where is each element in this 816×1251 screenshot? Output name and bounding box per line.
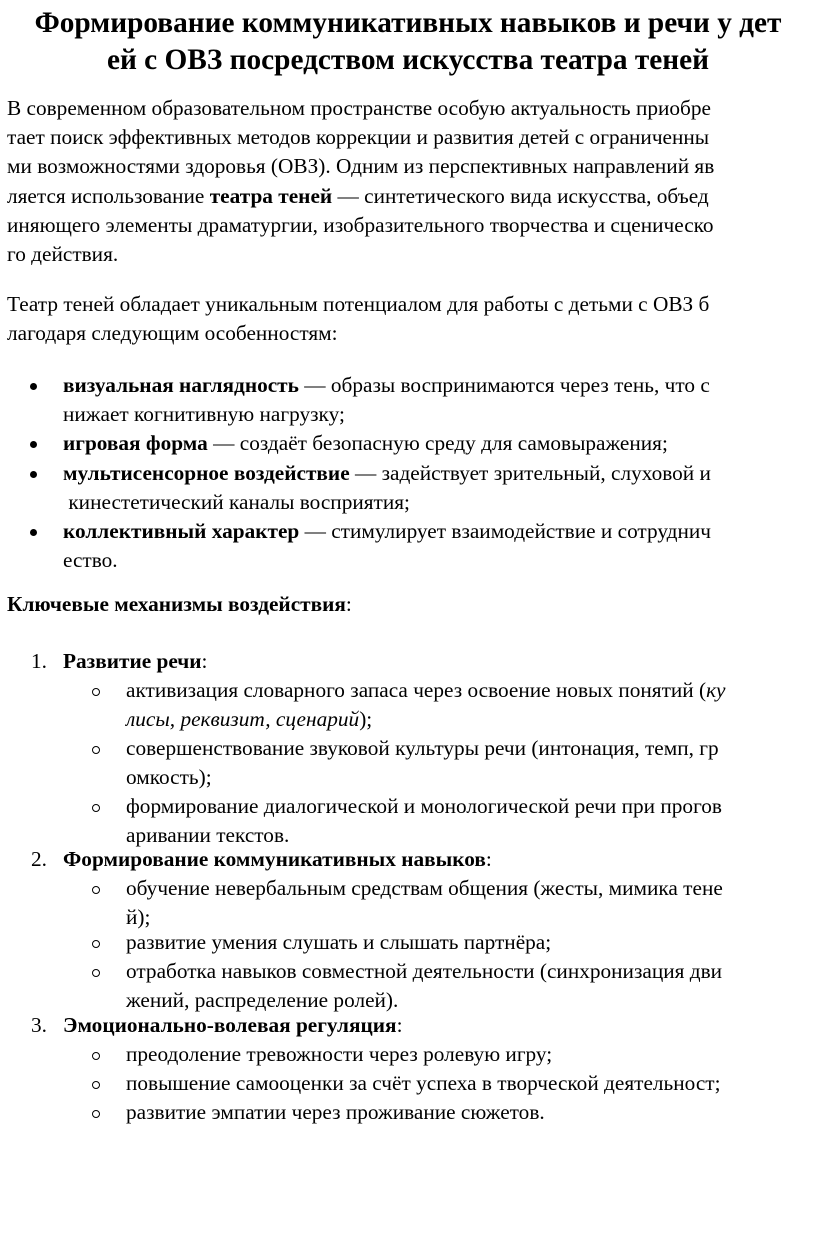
feature-text: — образы воспринимаются через тень, что с bbox=[298, 373, 710, 397]
features-intro-paragraph bbox=[7, 290, 812, 348]
group-colon: : bbox=[485, 847, 492, 871]
feature-text: нижает когнитивную нагрузку; bbox=[63, 402, 345, 427]
mechanisms-heading bbox=[7, 590, 352, 619]
sub-item-line: обучение невербальным средствам общения (жесты, мимика тене bbox=[126, 876, 723, 900]
list-item-line bbox=[63, 459, 815, 488]
sub-item-line: й); bbox=[126, 905, 151, 930]
sub-list-item bbox=[126, 1098, 816, 1127]
list-item bbox=[63, 429, 815, 458]
mechanisms-heading-text: Ключевые механизмы воздействия bbox=[7, 592, 346, 616]
sub-item-line: совершенствование звуковой культуры речи (интонация, темп, гр bbox=[126, 736, 719, 760]
features-intro-line: Театр теней обладает уникальным потенциалом для работы с детьми с ОВЗ б bbox=[7, 292, 710, 316]
feature-text: ество. bbox=[63, 548, 118, 573]
bullet-icon bbox=[30, 471, 37, 478]
title-line-2: ей с ОВЗ посредством искусства театра теней bbox=[106, 44, 710, 76]
sub-item-line: повышение самооценки за счёт успеха в творческой деятельност; bbox=[126, 1071, 721, 1095]
intro-bold-term: театра теней bbox=[209, 183, 333, 208]
sub-item-italic: ку bbox=[706, 678, 726, 702]
sub-list-item bbox=[126, 1040, 816, 1069]
feature-text: кинестетический каналы восприятия; bbox=[63, 489, 410, 514]
sub-item-italic: лисы, реквизит, сценарий bbox=[126, 707, 360, 732]
sub-list-item bbox=[126, 957, 816, 1015]
feature-term: коллективный характер bbox=[63, 519, 300, 544]
list-item bbox=[63, 517, 815, 575]
features-list bbox=[63, 371, 815, 575]
circle-bullet-icon bbox=[92, 1081, 100, 1089]
sub-item-line: развитие умения слушать и слышать партнёра; bbox=[126, 930, 552, 954]
circle-bullet-icon bbox=[92, 1052, 100, 1060]
bullet-icon bbox=[30, 441, 37, 448]
intro-text: ляется использование bbox=[7, 183, 210, 208]
list-item bbox=[63, 459, 815, 517]
list-item-line bbox=[63, 371, 815, 400]
circle-bullet-icon bbox=[92, 746, 100, 754]
features-intro-line: лагодаря следующим особенностям: bbox=[7, 321, 338, 346]
numbered-item bbox=[31, 647, 208, 676]
document-title bbox=[0, 5, 816, 79]
intro-line: В современном образовательном пространстве особую актуальность приобре bbox=[7, 96, 711, 120]
intro-line: го действия. bbox=[7, 242, 119, 267]
numbered-item bbox=[31, 1011, 403, 1040]
heading-colon: : bbox=[345, 592, 352, 616]
group-title: Развитие речи bbox=[63, 649, 202, 673]
circle-bullet-icon bbox=[92, 804, 100, 812]
feature-text: — создаёт безопасную среду для самовыражения; bbox=[207, 431, 668, 456]
intro-paragraph bbox=[7, 94, 812, 269]
feature-text: — стимулирует взаимодействие и сотруднич bbox=[299, 519, 712, 544]
sub-item-line bbox=[126, 705, 816, 734]
circle-bullet-icon bbox=[92, 1110, 100, 1118]
list-item-line bbox=[63, 517, 815, 546]
sub-list-item bbox=[126, 1069, 816, 1098]
group-colon: : bbox=[396, 1013, 403, 1037]
sub-item-text: активизация словарного запаса через освоение новых понятий ( bbox=[126, 678, 707, 702]
bullet-icon bbox=[30, 383, 37, 390]
sub-list-item bbox=[126, 792, 816, 850]
sub-item-line: жений, распределение ролей). bbox=[126, 988, 399, 1013]
sub-item-line: омкость); bbox=[126, 765, 212, 790]
sub-list-item bbox=[126, 928, 816, 957]
sub-item-line bbox=[126, 676, 816, 705]
sub-list-item bbox=[126, 734, 816, 792]
bullet-icon bbox=[30, 529, 37, 536]
feature-term: мультисенсорное воздействие bbox=[63, 460, 350, 485]
group-title: Формирование коммуникативных навыков bbox=[63, 847, 486, 871]
intro-line: ми возможностями здоровья (ОВЗ). Одним из перспективных направлений яв bbox=[7, 154, 715, 179]
sub-item-line: преодоление тревожности через ролевую игру; bbox=[126, 1042, 553, 1066]
feature-term: визуальная наглядность bbox=[63, 373, 299, 397]
sub-item-line: формирование диалогической и монологической речи при прогов bbox=[126, 794, 722, 818]
numbered-item bbox=[31, 845, 492, 874]
intro-line bbox=[7, 182, 812, 211]
item-number: 3. bbox=[31, 1013, 47, 1037]
intro-line: тает поиск эффективных методов коррекции и развития детей с ограниченны bbox=[7, 125, 710, 150]
intro-text: — синтетического вида искусства, объед bbox=[332, 183, 709, 208]
circle-bullet-icon bbox=[92, 886, 100, 894]
list-item bbox=[63, 371, 815, 429]
sub-item-text: ); bbox=[359, 707, 373, 732]
sub-item-line: отработка навыков совместной деятельности (синхронизация дви bbox=[126, 959, 723, 983]
group-title: Эмоционально-волевая регуляция bbox=[63, 1013, 397, 1037]
group-colon: : bbox=[201, 649, 208, 673]
list-item-line bbox=[63, 429, 815, 458]
circle-bullet-icon bbox=[92, 969, 100, 977]
sub-item-line: аривании текстов. bbox=[126, 823, 290, 848]
sub-list-item bbox=[126, 874, 816, 932]
item-number: 1. bbox=[31, 649, 47, 673]
intro-line: иняющего элементы драматургии, изобразительного творчества и сценическо bbox=[7, 212, 714, 237]
title-line-1: Формирование коммуникативных навыков и речи у дет bbox=[34, 7, 782, 39]
feature-term: игровая форма bbox=[63, 431, 208, 456]
sub-item-line: развитие эмпатии через проживание сюжетов. bbox=[126, 1100, 545, 1124]
sub-list-item bbox=[126, 676, 816, 734]
feature-text: — задействует зрительный, слуховой и bbox=[349, 460, 711, 485]
circle-bullet-icon bbox=[92, 688, 100, 696]
item-number: 2. bbox=[31, 847, 47, 871]
circle-bullet-icon bbox=[92, 940, 100, 948]
